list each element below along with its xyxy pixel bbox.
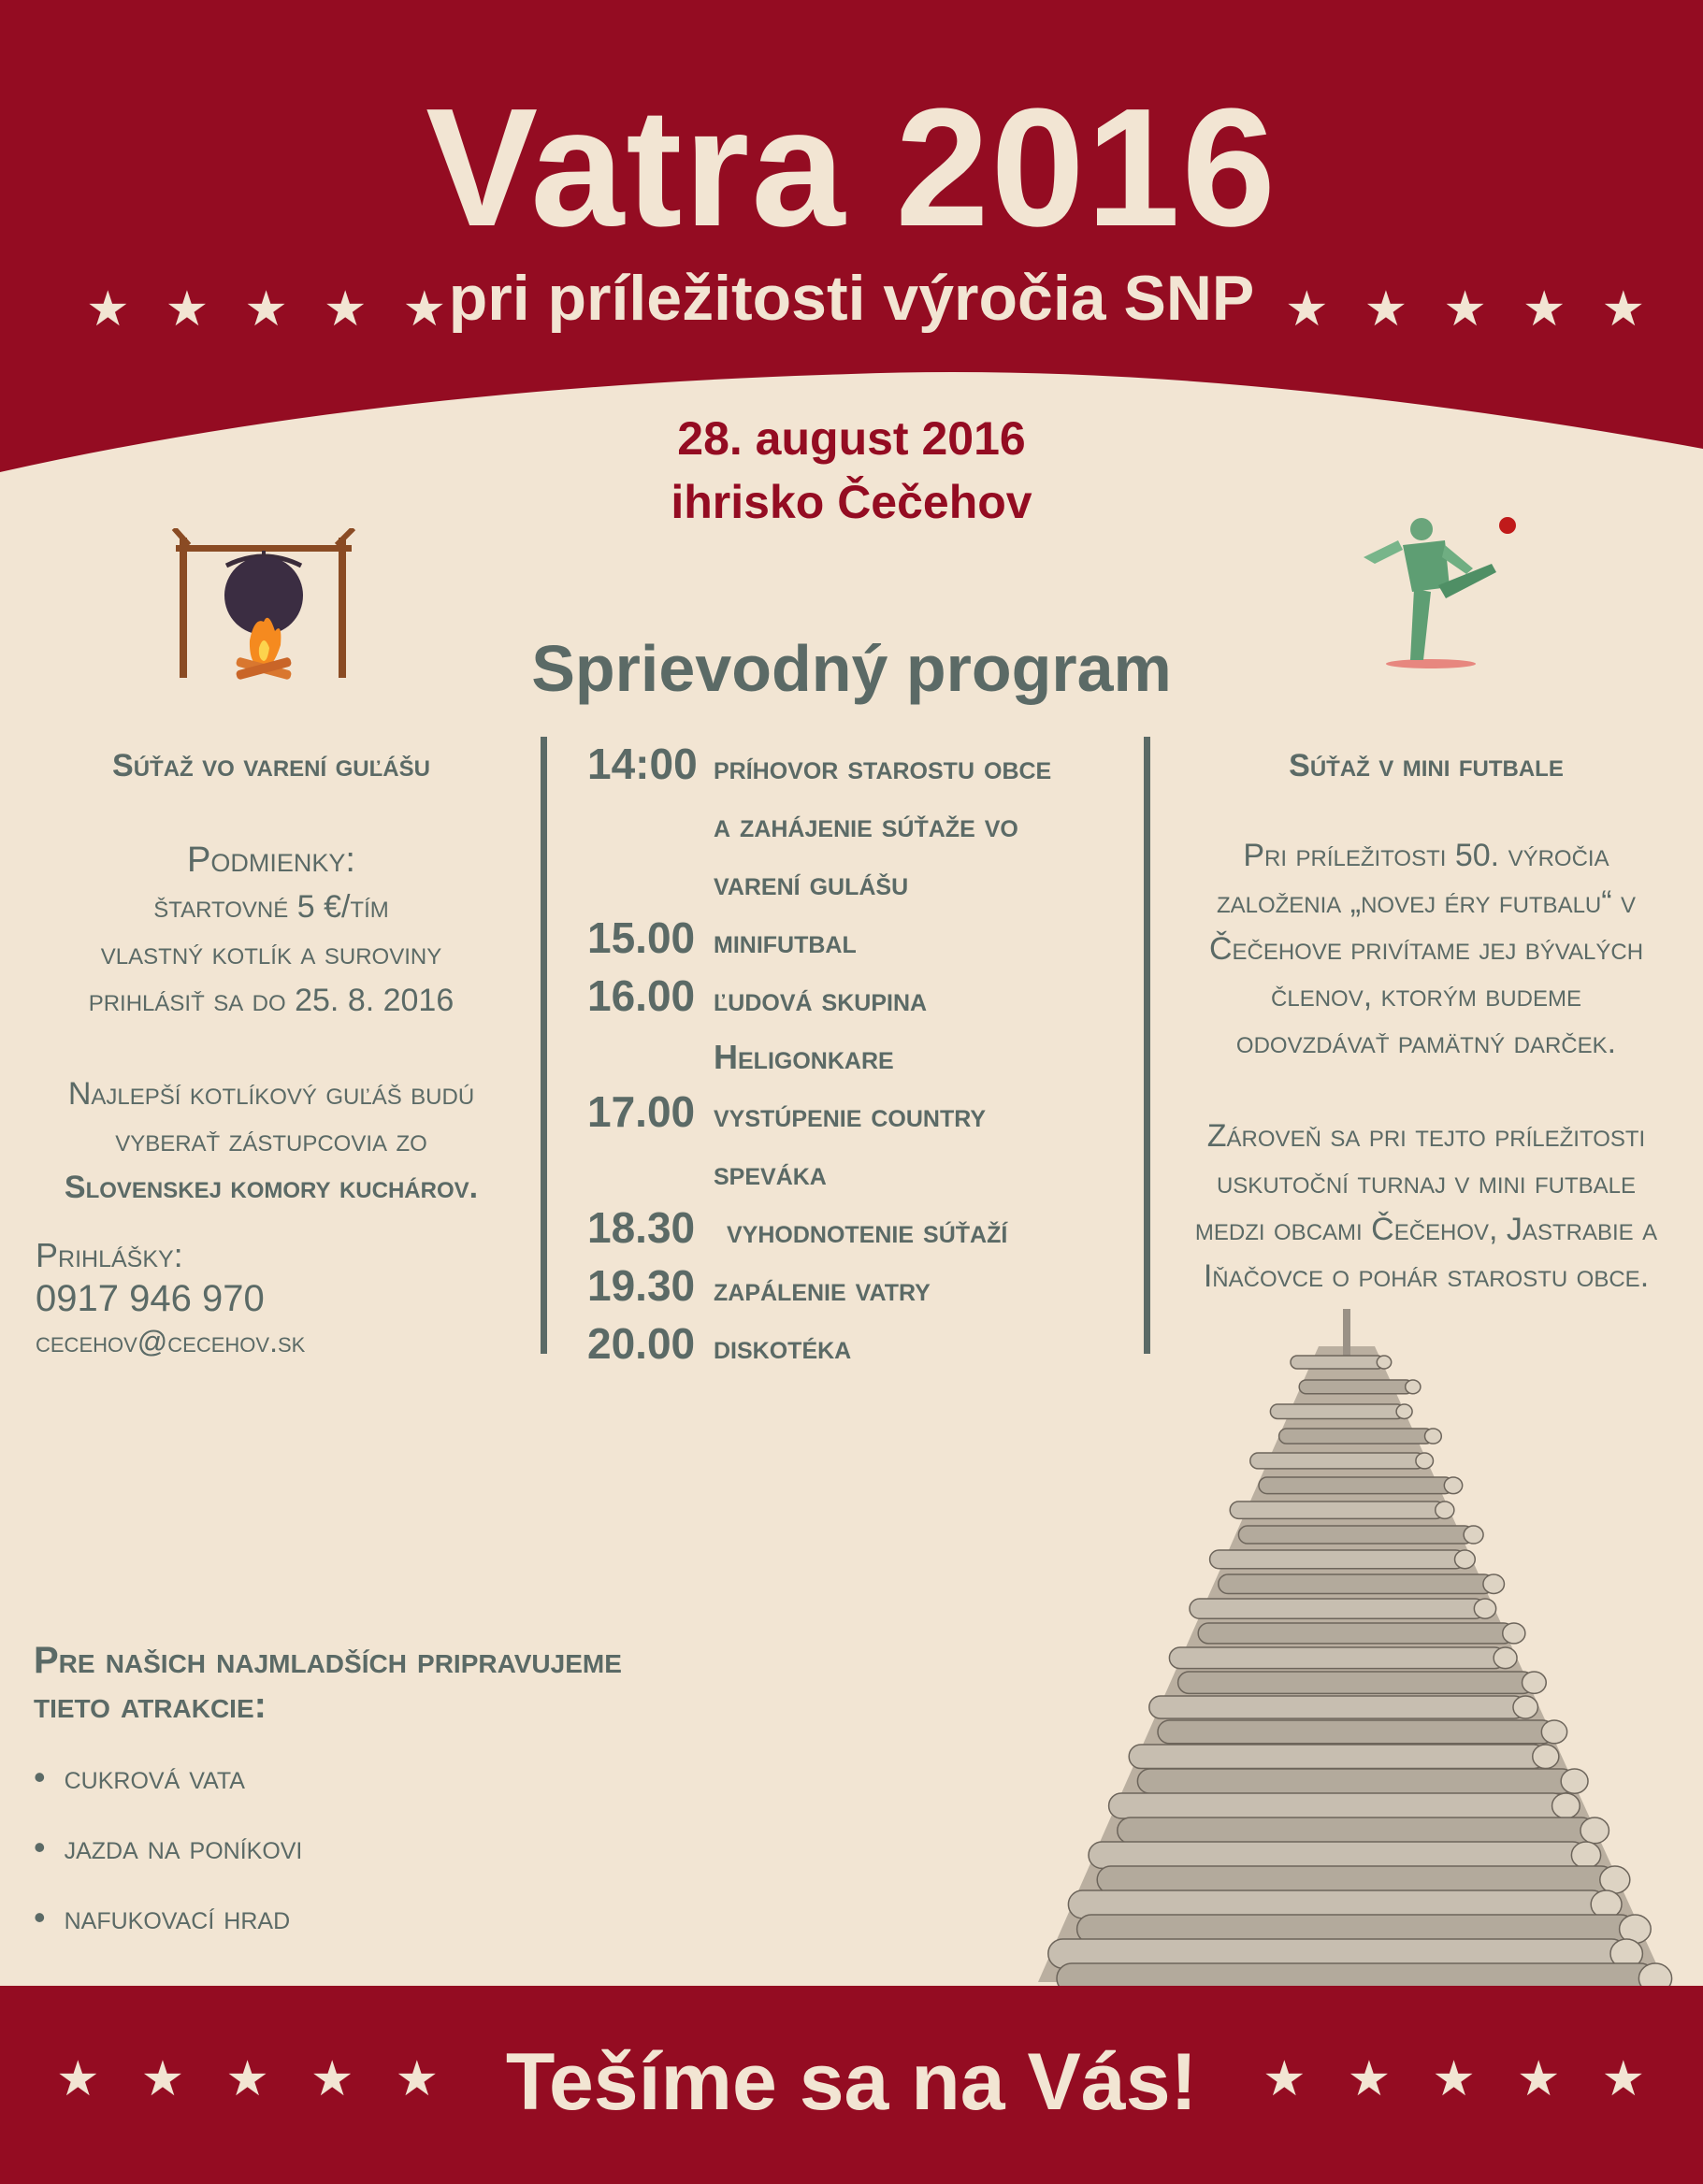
schedule-line: vystúpenie country	[714, 1096, 987, 1134]
star-icon: ★	[395, 2052, 440, 2106]
star-icon: ★	[1263, 2052, 1306, 2106]
log-end	[1638, 1963, 1671, 1986]
log	[1279, 1429, 1434, 1444]
log	[1210, 1550, 1465, 1569]
kids-item-label: cukrová vata	[64, 1758, 245, 1796]
log	[1250, 1453, 1424, 1469]
conditions-label: Podmienky:	[187, 841, 355, 880]
judging-line: vyberať zástupcovia zo	[115, 1123, 427, 1158]
log-end	[1377, 1356, 1391, 1369]
star-icon: ★	[310, 2052, 354, 2106]
log-end	[1406, 1380, 1421, 1394]
column-divider-right	[1144, 737, 1150, 1354]
schedule-item	[587, 1086, 1139, 1202]
kids-item-label: jazda na poníkovi	[64, 1828, 303, 1866]
log	[1129, 1745, 1546, 1769]
log-end	[1541, 1720, 1566, 1744]
log-end	[1523, 1672, 1547, 1693]
log	[1238, 1526, 1473, 1544]
star-icon: ★	[86, 282, 130, 337]
applications	[36, 1234, 522, 1363]
schedule-time: 16.00	[587, 971, 696, 1020]
log-end	[1474, 1599, 1495, 1618]
bonfire-logs-image	[1038, 1309, 1703, 1986]
football-line: Iňačovce o pohár starostu obce.	[1203, 1258, 1650, 1294]
schedule-line: zapálenie vatry	[714, 1270, 931, 1308]
football-line: Pri príležitosti 50. výročia	[1243, 838, 1609, 873]
footer-greeting: Tešíme sa na Vás!	[505, 2037, 1198, 2127]
schedule-text	[714, 1086, 986, 1202]
log-end	[1561, 1769, 1588, 1793]
log	[1118, 1818, 1595, 1844]
poster-subtitle: pri príležitosti výročia SNP	[448, 263, 1255, 334]
log	[1291, 1356, 1384, 1369]
log-end	[1552, 1793, 1580, 1818]
star-icon: ★	[140, 2052, 185, 2106]
star-icon: ★	[1364, 282, 1408, 337]
schedule-line: speváka	[714, 1154, 827, 1192]
log-end	[1444, 1477, 1462, 1494]
log-end	[1600, 1866, 1630, 1893]
schedule-line: diskotéka	[714, 1328, 852, 1366]
log	[1137, 1769, 1574, 1793]
log-end	[1533, 1745, 1559, 1769]
judging-line: Slovenskej komory kuchárov.	[64, 1170, 479, 1205]
bonfire-pole	[1343, 1309, 1350, 1356]
schedule-item	[587, 739, 1139, 912]
schedule-line: Heligonkare	[714, 1038, 894, 1076]
entry-fee: štartovné 5 €/tím	[153, 889, 389, 925]
schedule-time: 18.30	[587, 1203, 696, 1252]
phone-number: 0917 946 970	[36, 1278, 265, 1319]
log	[1109, 1793, 1566, 1818]
footer-stars-right	[1263, 2052, 1646, 2106]
log-end	[1571, 1842, 1600, 1868]
goulash-judging	[19, 1070, 524, 1211]
schedule-line: ľudová skupina	[714, 980, 928, 1018]
schedule-line: vyhodnotenie súťaží	[727, 1212, 1008, 1250]
kids-heading-line: Pre našich najmladších pripravujeme	[34, 1640, 622, 1681]
schedule-text	[714, 1318, 851, 1376]
log	[1097, 1866, 1615, 1893]
star-icon: ★	[402, 282, 447, 337]
star-icon: ★	[1347, 2052, 1392, 2106]
schedule-line: minifutbal	[714, 922, 857, 960]
header-stars-right	[1285, 282, 1646, 337]
star-icon: ★	[56, 2052, 100, 2106]
log	[1270, 1404, 1404, 1418]
schedule-text	[714, 970, 927, 1086]
log	[1089, 1842, 1586, 1868]
log-end	[1425, 1429, 1442, 1444]
log-end	[1416, 1453, 1434, 1469]
football-line: uskutoční turnaj v mini futbale	[1216, 1165, 1637, 1200]
football-text	[1169, 832, 1683, 1300]
judging-line: Najlepší kotlíkový guľáš budú	[67, 1076, 475, 1112]
log-end	[1580, 1818, 1609, 1844]
star-icon: ★	[1432, 2052, 1476, 2106]
log	[1219, 1574, 1494, 1593]
star-icon: ★	[165, 282, 209, 337]
log-end	[1513, 1696, 1537, 1718]
schedule-time: 14:00	[587, 740, 698, 788]
applications-label: Prihlášky:	[36, 1236, 183, 1274]
football-line: Zároveň sa pri tejto príležitosti	[1206, 1118, 1646, 1154]
star-icon: ★	[1522, 282, 1566, 337]
kids-item-label: nafukovací hrad	[64, 1898, 291, 1936]
event-venue: ihrisko Čečehov	[671, 476, 1032, 528]
kids-heading	[34, 1638, 838, 1728]
football-line: odovzdávať pamätný darček.	[1235, 1025, 1617, 1060]
star-icon: ★	[323, 282, 368, 337]
star-icon: ★	[225, 2052, 269, 2106]
schedule-line: a zahájenie súťaže vo	[714, 806, 1018, 844]
schedule-text	[714, 1260, 931, 1318]
schedule-item	[587, 970, 1139, 1086]
log	[1198, 1623, 1514, 1644]
star-icon: ★	[1601, 282, 1646, 337]
log-end	[1483, 1574, 1505, 1593]
log	[1158, 1720, 1554, 1744]
registration-deadline: prihlásiť sa do 25. 8. 2016	[88, 983, 455, 1018]
schedule-time: 20.00	[587, 1319, 696, 1368]
star-icon: ★	[1516, 2052, 1561, 2106]
schedule-line: príhovor starostu obce	[714, 748, 1052, 786]
log	[1169, 1647, 1505, 1669]
log-end	[1455, 1550, 1476, 1569]
log-end	[1396, 1404, 1412, 1418]
star-icon: ★	[1601, 2052, 1646, 2106]
kids-item: • cukrová vata	[34, 1758, 245, 1796]
kids-item: • jazda na poníkovi	[34, 1828, 303, 1866]
schedule-text	[714, 912, 857, 970]
football-line: založenia „novej éry futbalu“ v	[1216, 884, 1637, 920]
log-end	[1436, 1502, 1454, 1518]
log	[1057, 1963, 1655, 1986]
log-end	[1464, 1526, 1483, 1544]
column-divider-left	[541, 737, 547, 1354]
log	[1230, 1502, 1445, 1518]
program-heading: Sprievodný program	[531, 632, 1172, 705]
kids-heading-line: tieto atrakcie:	[34, 1685, 267, 1726]
paragraph-gap	[1169, 1066, 1683, 1113]
football-line: Čečehove privítame jej bývalých	[1208, 931, 1644, 967]
schedule-time: 19.30	[587, 1261, 696, 1310]
log	[1190, 1599, 1485, 1618]
football-line: medzi obcami Čečehov, Jastrabie a	[1194, 1212, 1658, 1247]
log-end	[1494, 1647, 1517, 1669]
log	[1299, 1380, 1413, 1394]
football-line: členov, ktorým budeme	[1271, 978, 1581, 1013]
goulash-conditions	[28, 837, 514, 1024]
schedule-time: 17.00	[587, 1087, 696, 1136]
event-date: 28. august 2016	[677, 412, 1026, 465]
schedule-item	[587, 912, 1139, 970]
own-ingredients: vlastný kotlík a suroviny	[100, 936, 442, 971]
poster-title: Vatra 2016	[426, 74, 1277, 262]
star-icon: ★	[244, 282, 288, 337]
football-heading: Súťaž v mini futbale	[1289, 748, 1564, 783]
kids-item: • nafukovací hrad	[34, 1898, 291, 1936]
schedule-line: varení gulášu	[714, 864, 909, 902]
log	[1178, 1672, 1535, 1693]
goulash-heading: Súťaž vo varení guľášu	[112, 748, 430, 783]
schedule-text	[714, 739, 1051, 912]
schedule-item	[587, 1202, 1139, 1260]
star-icon: ★	[1443, 282, 1487, 337]
email-address: cecehov@cecehov.sk	[36, 1325, 306, 1358]
log	[1149, 1696, 1525, 1718]
log	[1259, 1477, 1453, 1494]
schedule-text	[714, 1202, 1007, 1260]
schedule-time: 15.00	[587, 913, 696, 962]
star-icon: ★	[1285, 282, 1329, 337]
log-end	[1503, 1623, 1525, 1644]
